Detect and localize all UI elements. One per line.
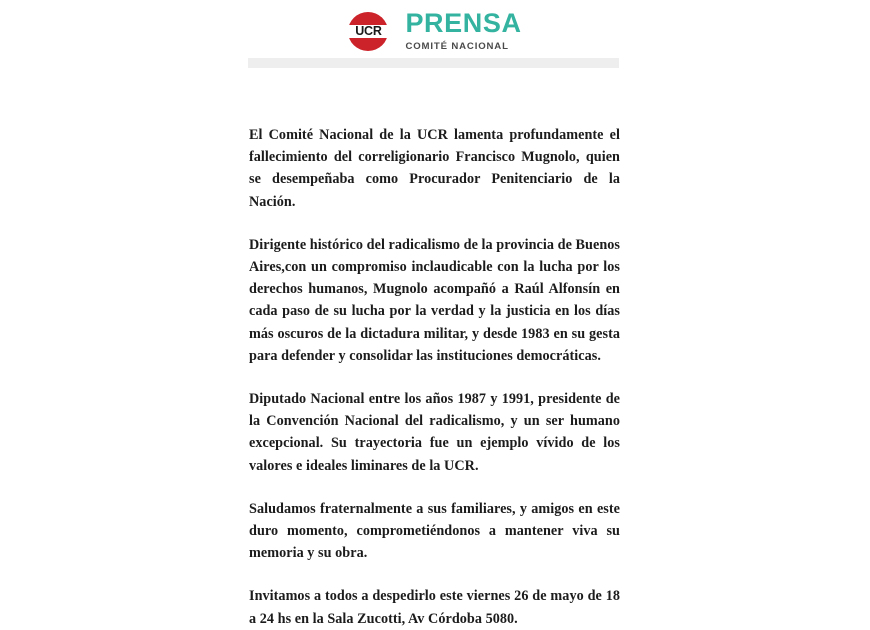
press-release-header xyxy=(0,9,870,53)
document-body xyxy=(249,124,620,630)
document-paragraph: Saludamos fraternalmente a sus familiares, y amigos en este duro momento, comprometiéndonos a mantener viva su memoria y su obra. xyxy=(249,500,620,562)
header-divider-band xyxy=(248,58,619,68)
ucr-logo-label: UCR xyxy=(355,24,382,38)
document-paragraph: Dirigente histórico del radicalismo de la provincia de Buenos Aires,con un compromiso inclaudicable con la lucha por los derechos humanos, Mugnolo acompañó a Raúl Alfonsín en cada paso de su lucha por la verdad y la justicia en los días más oscuros de la dictadura militar, y desde 1983 en su gesta para defender y consolidar las instituciones democráticas. xyxy=(249,236,620,364)
ucr-logo-icon xyxy=(348,12,388,51)
brand-subtitle: COMITÉ NACIONAL xyxy=(405,41,509,53)
brand-title: PRENSA xyxy=(405,8,522,39)
brand-block xyxy=(405,10,521,52)
document-paragraph: Diputado Nacional entre los años 1987 y 1991, presidente de la Convención Nacional del radicalismo, y un ser humano excepcional. Su trayectoria fue un ejemplo vívido de los valores e ideales liminares de la UCR. xyxy=(249,391,620,474)
document-paragraph: El Comité Nacional de la UCR lamenta profundamente el fallecimiento del correligionario Francisco Mugnolo, quien se desempeñaba como Procurador Penitenciario de la Nación. xyxy=(249,127,620,210)
document-paragraph: Invitamos a todos a despedirlo este viernes 26 de mayo de 18 a 24 hs en la Sala Zucotti, Av Córdoba 5080. xyxy=(249,588,620,627)
